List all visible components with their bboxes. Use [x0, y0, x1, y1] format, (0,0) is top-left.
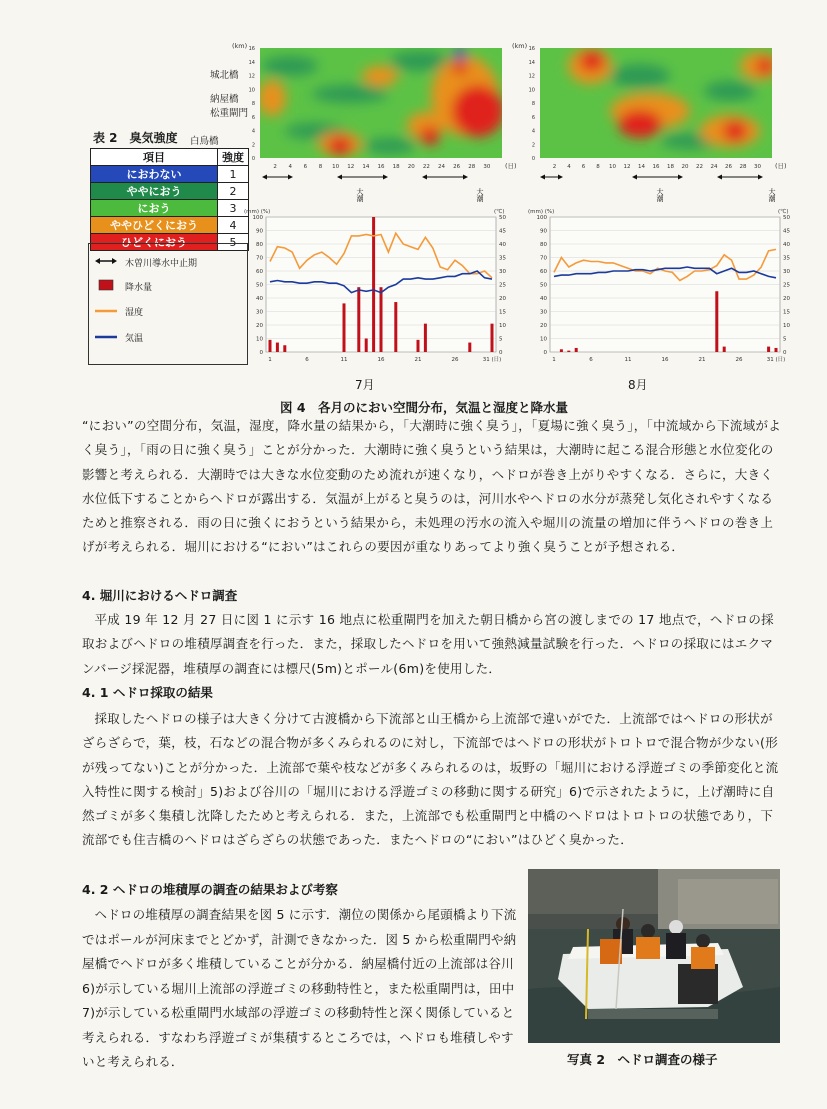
x-tick-label: 21	[414, 357, 422, 363]
map-x-tick: 20	[681, 164, 689, 170]
x-tick-label: 11	[340, 357, 348, 363]
odor-intensity-table	[90, 148, 249, 251]
map-x-tick: 20	[407, 164, 415, 170]
map-x-tick: 22	[696, 164, 703, 170]
arrow-head	[463, 175, 468, 180]
table-header-item: 項目	[91, 149, 218, 166]
map-y-tick: 0	[531, 156, 535, 162]
map-x-tick: 2	[273, 164, 277, 170]
arrow-head	[337, 175, 342, 180]
map-x-tick: 8	[318, 164, 323, 170]
map-x-unit: (日)	[505, 162, 517, 170]
map-x-tick: 14	[638, 164, 645, 170]
map-y-tick: 16	[248, 46, 255, 52]
paragraph-odor-discussion: “におい”の空間分布，気温，湿度，降水量の結果から，「大潮時に強く臭う」，「夏場に強く臭う」，「中流域から下流域がよく臭う」，「雨の日に強く臭う」ことが分かった．大潮時に強く臭うという結果は，大潮時に起こる混合形態と水位変化の影響と考えられる．大潮時では大きな水位変動のため流れが速くなり，ヘドロが巻き上がりやすくなる．さらに，大きく水位低下することからヘドロが露出する．気温が上がると臭うのは，河川水やヘドロの水分が蒸発し気化されやすくなるためと推察される．雨の日に強くにおうという結果から，未処理の汚水の流入や堀川の流量の増加に伴うヘドロの巻き上げが考えられる．堀川における“におい”はこれらの要因が重なりあってより強く臭うことが予想される．	[82, 418, 782, 555]
left-tick-label: 50	[256, 282, 263, 289]
left-tick-label: 10	[540, 336, 547, 343]
left-tick-label: 30	[256, 309, 263, 316]
map-x-tick: 14	[362, 164, 370, 170]
july-odor-map	[258, 48, 504, 158]
paragraph-sampling-results: 採取したヘドロの様子は大きく分けて古渡橋から下流部と山王橋から上流部で違いがでた．上流部ではヘドロの形状がざらざらで，葉，枝，石などの混合物が多くみられるのに対し，下流部ではヘドロの形状がトロトロで混合物が少ない(形が残ってない)ことが分かった．上流部で葉や枝などが多くみられるのは，坂野の「堀川における浮遊ゴミの季節変化と流入特性に関する検討」5)および谷川の「堀川における浮遊ゴミの移動に関する研究」6)で示されたように，上げ潮時に自然ゴミが多く集積し沈降したためと考えられる．また，上流部でも松重閘門と中橋のヘドロはトロトロの状態であり，下流部でも住吉橋のヘドロはざらざらの状態であった．またヘドロの“におい”はひどく臭かった．	[82, 711, 779, 848]
legend-temperature: 気温	[125, 334, 144, 344]
double-arrow-icon	[95, 257, 117, 268]
x-tick-label: 26	[735, 357, 743, 363]
right-tick-label: 25	[499, 282, 506, 289]
right-tick-label: 10	[783, 323, 790, 329]
rain-bar	[560, 349, 563, 352]
rain-bar	[715, 291, 718, 352]
arrow-head	[758, 175, 763, 180]
rain-bar	[575, 348, 578, 352]
paragraph-thickness: ヘドロの堆積厚の調査結果を図 5 に示す．潮位の関係から尾頭橋より下流ではポールが河床までとどかず，計測できなかった．図 5 から松重閘門や納屋橋でヘドロが多く堆積していることが分かる．納屋橋付近の上流部は谷川6)が示している堀川上流部の浮遊ゴミの移動特性と，また松重閘門は，田中7)が示している松重閘門水域部の浮遊ゴミの移動特性と深く関係していると考えられる．すなわち浮遊ゴミが集積するところでは，ヘドロも堆積しやすいと考えられる．	[82, 907, 517, 1069]
climate-chart-july	[244, 208, 506, 363]
rain-bar	[723, 347, 726, 352]
arrow-head	[422, 175, 427, 180]
map-y-tick: 10	[248, 87, 255, 94]
table2-title: 表 2 臭気強度	[93, 131, 178, 145]
map-x-tick: 28	[468, 164, 476, 170]
left-tick-label: 20	[540, 323, 547, 329]
right-tick-label: 0	[499, 350, 503, 356]
right-tick-label: 5	[783, 336, 787, 343]
right-axis-unit: (℃)	[494, 209, 505, 215]
map-x-tick: 22	[422, 164, 430, 170]
rain-bar	[357, 287, 360, 352]
map-y-tick: 0	[251, 156, 255, 162]
arrow-head	[632, 175, 637, 180]
right-tick-label: 20	[783, 296, 790, 302]
rain-bar	[276, 343, 279, 352]
right-tick-label: 35	[499, 255, 506, 262]
rain-bar	[283, 345, 286, 352]
map-x-tick: 24	[438, 164, 445, 170]
left-tick-label: 70	[256, 255, 263, 262]
right-tick-label: 45	[783, 228, 790, 235]
left-tick-label: 60	[540, 269, 547, 275]
right-tick-label: 20	[499, 296, 506, 302]
left-tick-label: 100	[536, 215, 547, 221]
map-x-tick: 24	[710, 164, 718, 170]
legend-rain: 降水量	[95, 280, 152, 293]
boat-survey-photo	[528, 869, 780, 1043]
left-tick-label: 40	[540, 296, 547, 302]
paragraph-survey: 平成 19 年 12 月 27 日に図 1 に示す 16 地点に松重閘門を加えた朝日橋から宮の渡しまでの 17 地点で，ヘドロの採取およびヘドロの堆積厚調査を行った．また，採取したヘドロを用いて強熱減量試験を行った．ヘドロの採取にはエクマンバージ採泥器，堆積厚の調査には標尺(5m)とポール(6m)を使用した．	[82, 612, 774, 676]
spring-tide-label: 大潮	[768, 188, 776, 202]
left-tick-label: 90	[256, 228, 263, 235]
map-x-tick: 12	[347, 164, 355, 170]
august-label: 8月	[628, 378, 648, 392]
map-y-tick: 10	[528, 87, 535, 94]
map-y-tick: 4	[531, 128, 535, 135]
map-y-unit: (km)	[232, 42, 248, 50]
climate-charts	[240, 205, 800, 395]
rain-bar	[468, 343, 471, 352]
map-y-tick: 8	[251, 101, 255, 107]
map-x-tick: 2	[552, 164, 557, 170]
river-point-label: 白鳥橋	[190, 136, 219, 147]
arrow-head	[540, 175, 545, 180]
x-tick-label: 11	[624, 357, 632, 363]
map-x-tick: 8	[596, 164, 600, 170]
x-tick-label: 1	[268, 357, 272, 363]
right-tick-label: 40	[783, 242, 790, 248]
spring-tide-label: 大潮	[656, 188, 664, 202]
x-tick-label: 21	[698, 357, 706, 363]
left-axis-unit: (mm) (%)	[244, 209, 271, 215]
left-tick-label: 10	[256, 336, 263, 343]
arrow-head	[678, 175, 683, 180]
section-heading-4-1: 4. 1 ヘドロ採取の結果	[82, 685, 213, 700]
left-tick-label: 50	[540, 282, 547, 289]
map-x-tick: 30	[483, 164, 491, 170]
river-point-label: 松重閘門	[210, 108, 249, 119]
table-header-level: 強度	[218, 149, 249, 166]
rain-bar	[343, 303, 346, 352]
map-x-tick: 6	[581, 164, 586, 170]
right-tick-label: 45	[499, 228, 506, 235]
right-tick-label: 35	[783, 255, 790, 262]
map-x-unit: (日)	[775, 162, 787, 170]
figure4-caption: 図 4 各月のにおい空間分布，気温と湿度と降水量	[280, 400, 569, 415]
section-heading-4: 4. 堀川におけるヘドロ調査	[82, 588, 238, 603]
x-tick-label: 26	[451, 357, 459, 363]
arrow-head	[717, 175, 722, 180]
rain-bar	[372, 217, 375, 352]
x-tick-label: 6	[305, 357, 309, 363]
left-tick-label: 0	[259, 350, 263, 356]
map-x-tick: 18	[392, 164, 400, 170]
map-x-tick: 18	[667, 164, 674, 170]
table-row: におわない 1	[91, 166, 249, 183]
left-tick-label: 20	[256, 323, 263, 329]
map-y-unit: (km)	[512, 42, 528, 50]
map-y-tick: 2	[531, 142, 535, 149]
x-tick-label: 16	[661, 357, 669, 363]
river-point-label: 城北橋	[210, 70, 239, 81]
river-point-label: 納屋橋	[210, 94, 239, 105]
rain-bar	[567, 351, 570, 352]
left-tick-label: 80	[540, 242, 547, 248]
map-x-tick: 10	[609, 164, 616, 170]
x-tick-label: 31 (日)	[482, 357, 502, 363]
photo-caption: 写真 2 ヘドロ調査の様子	[567, 1052, 718, 1067]
right-tick-label: 0	[783, 350, 787, 356]
odor-spatial-maps	[190, 36, 810, 206]
map-y-tick: 14	[248, 59, 255, 66]
map-x-tick: 28	[739, 164, 747, 170]
right-tick-label: 50	[499, 215, 506, 221]
map-x-tick: 16	[652, 164, 660, 170]
left-tick-label: 0	[543, 350, 547, 356]
spring-tide-label: 大潮	[356, 188, 364, 202]
map-y-tick: 14	[528, 59, 535, 66]
map-y-tick: 6	[251, 114, 255, 121]
spring-tide-label: 大潮	[476, 188, 484, 202]
arrow-head	[288, 175, 293, 180]
left-tick-label: 60	[256, 269, 263, 275]
table-row: ややにおう 2	[91, 183, 249, 200]
left-axis-unit: (mm) (%)	[528, 209, 555, 215]
map-y-tick: 8	[531, 101, 535, 107]
legend-humidity: 湿度	[125, 308, 144, 318]
left-tick-label: 80	[256, 242, 263, 248]
map-y-tick: 16	[528, 46, 535, 52]
map-y-tick: 2	[251, 142, 255, 149]
rain-bar	[417, 340, 420, 352]
rain-bar	[424, 324, 427, 352]
rain-bar	[491, 324, 494, 352]
x-tick-label: 1	[552, 357, 556, 363]
arrow-head	[383, 175, 388, 180]
table-row: ひどくにおう 5	[91, 234, 249, 251]
x-tick-label: 31 (日)	[766, 357, 786, 363]
july-label: 7月	[355, 378, 375, 392]
climate-chart-august	[528, 208, 790, 363]
rain-bar	[269, 340, 272, 352]
map-y-tick: 12	[248, 73, 255, 80]
arrow-head	[558, 175, 563, 180]
x-tick-label: 6	[589, 357, 593, 363]
left-tick-label: 90	[540, 228, 547, 235]
map-x-tick: 6	[303, 164, 308, 170]
section-heading-4-2: 4. 2 ヘドロの堆積厚の調査の結果および考察	[82, 882, 338, 897]
arrow-head	[262, 175, 267, 180]
right-axis-unit: (℃)	[778, 209, 789, 215]
rain-bar	[394, 302, 397, 352]
map-x-tick: 30	[754, 164, 761, 170]
right-tick-label: 15	[499, 309, 506, 316]
table-row: ややひどくにおう 4	[91, 217, 249, 234]
right-tick-label: 30	[783, 269, 790, 275]
map-x-tick: 12	[623, 164, 631, 170]
map-x-tick: 10	[332, 164, 340, 170]
map-x-tick: 26	[453, 164, 461, 170]
rain-bar	[767, 347, 770, 352]
map-x-tick: 16	[377, 164, 385, 170]
august-odor-map	[540, 48, 780, 158]
left-tick-label: 70	[540, 255, 547, 262]
map-y-tick: 6	[531, 114, 535, 121]
legend-stop-period: 木曽川導水中止期	[95, 256, 197, 269]
right-tick-label: 50	[783, 215, 790, 221]
left-tick-label: 30	[540, 309, 547, 316]
rain-bar	[365, 339, 368, 353]
x-tick-label: 16	[377, 357, 385, 363]
map-y-tick: 12	[528, 73, 535, 80]
right-tick-label: 40	[499, 242, 506, 248]
left-tick-label: 40	[256, 296, 263, 302]
rain-bar	[380, 287, 383, 352]
right-tick-label: 25	[783, 282, 790, 289]
right-tick-label: 5	[499, 336, 503, 343]
right-tick-label: 15	[783, 309, 790, 316]
map-x-tick: 4	[288, 164, 292, 170]
right-tick-label: 10	[499, 323, 506, 329]
map-x-tick: 26	[725, 164, 732, 170]
map-x-tick: 4	[567, 164, 571, 170]
map-y-tick: 4	[251, 128, 255, 135]
right-tick-label: 30	[499, 269, 506, 275]
table-row: におう 3	[91, 200, 249, 217]
left-tick-label: 100	[252, 215, 263, 221]
rain-bar	[775, 348, 778, 352]
